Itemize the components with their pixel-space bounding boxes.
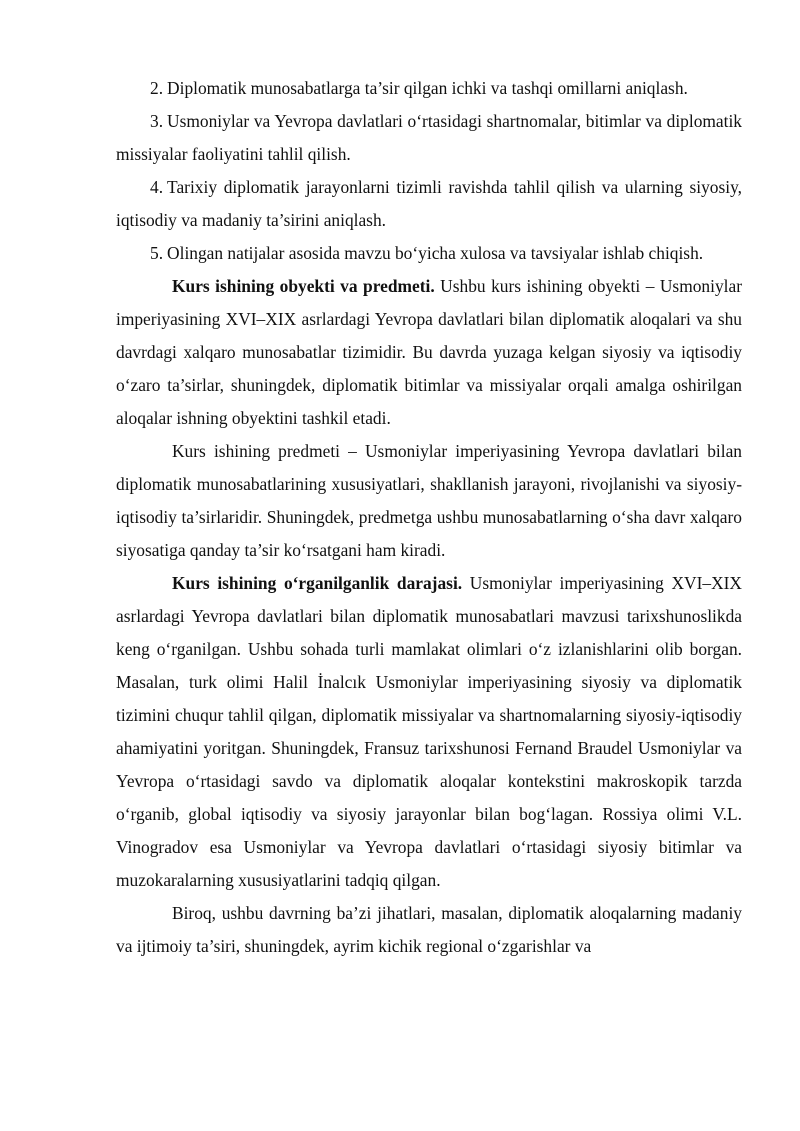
paragraph-heading: Kurs ishining o‘rganilganlik darajasi.	[172, 573, 463, 593]
paragraph-text: Usmoniylar imperiyasining XVI–XIX asrlardagi Yevropa davlatlari bilan diplomatik munosabatlari mavzusi tarixshunoslikda keng o‘rganilgan. Ushbu sohada turli mamlakat olimlari o‘z izlanishlarini olib borgan. Masalan, turk olimi Halil İnalcık Usmoniylar imperiyasining siyosiy va diplomatik tizimini chuqur tahlil qilgan, diplomatik missiyalar va shartnomalarning siyosiy-iqtisodiy ahamiyatini yoritgan. Shuningdek, Fransuz tarixshunosi Fernand Braudel Usmoniylar va Yevropa o‘rtasidagi savdo va diplomatik aloqalar kontekstini makroskopik tarzda o‘rganib, global iqtisodiy va siyosiy jarayonlar bilan bog‘lagan. Rossiya olimi V.L. Vinogradov esa Usmoniylar va Yevropa davlatlari o‘rtasidagi siyosiy bitimlar va muzokaralarning xususiyatlarini tadqiq qilgan.	[116, 573, 742, 890]
list-number: 4.	[150, 177, 164, 197]
paragraph-text: Kurs ishining predmeti – Usmoniylar imperiyasining Yevropa davlatlari bilan diplomatik munosabatlarining xususiyatlari, shakllanish jarayoni, rivojlanishi va siyosiy-iqtisodiy ta’sirlaridir. Shuningdek, predmetga ushbu munosabatlarning o‘sha davr xalqaro siyosatiga qanday ta’sir ko‘rsatgani ham kiradi.	[116, 441, 742, 560]
list-number: 5.	[150, 243, 164, 263]
list-item-5	[116, 237, 742, 270]
list-item-text: Olingan natijalar asosida mavzu bo‘yicha xulosa va tavsiyalar ishlab chiqish.	[167, 243, 704, 263]
paragraph-object	[116, 270, 742, 435]
paragraph-text: Ushbu kurs ishining obyekti – Usmoniylar imperiyasining XVI–XIX asrlardagi Yevropa davlatlari bilan diplomatik aloqalari va shu davrdagi xalqaro munosabatlar tizimidir. Bu davrda yuzaga kelgan siyosiy va iqtisodiy o‘zaro ta’sirlar, shuningdek, diplomatik bitimlar va missiyalar orqali amalga oshirilgan aloqalar ishning obyektini tashkil etadi.	[116, 276, 742, 428]
list-item-text: Usmoniylar va Yevropa davlatlari o‘rtasidagi shartnomalar, bitimlar va diplomatik missiyalar faoliyatini tahlil qilish.	[116, 111, 742, 164]
list-item-2	[116, 72, 742, 105]
list-number: 3.	[150, 111, 164, 131]
paragraph-study-level	[116, 567, 742, 897]
list-item-4	[116, 171, 742, 237]
document-page	[116, 72, 742, 963]
paragraph-text: Biroq, ushbu davrning ba’zi jihatlari, masalan, diplomatik aloqalarning madaniy va ijtimoiy ta’siri, shuningdek, ayrim kichik regional o‘zgarishlar va	[116, 903, 742, 956]
list-item-text: Diplomatik munosabatlarga ta’sir qilgan ichki va tashqi omillarni aniqlash.	[167, 78, 688, 98]
list-number: 2.	[150, 78, 164, 98]
list-item-text: Tarixiy diplomatik jarayonlarni tizimli ravishda tahlil qilish va ularning siyosiy, iqtisodiy va madaniy ta’sirini aniqlash.	[116, 177, 742, 230]
paragraph-subject	[116, 435, 742, 567]
paragraph-gaps	[116, 897, 742, 963]
paragraph-heading: Kurs ishining obyekti va predmeti.	[172, 276, 435, 296]
list-item-3	[116, 105, 742, 171]
